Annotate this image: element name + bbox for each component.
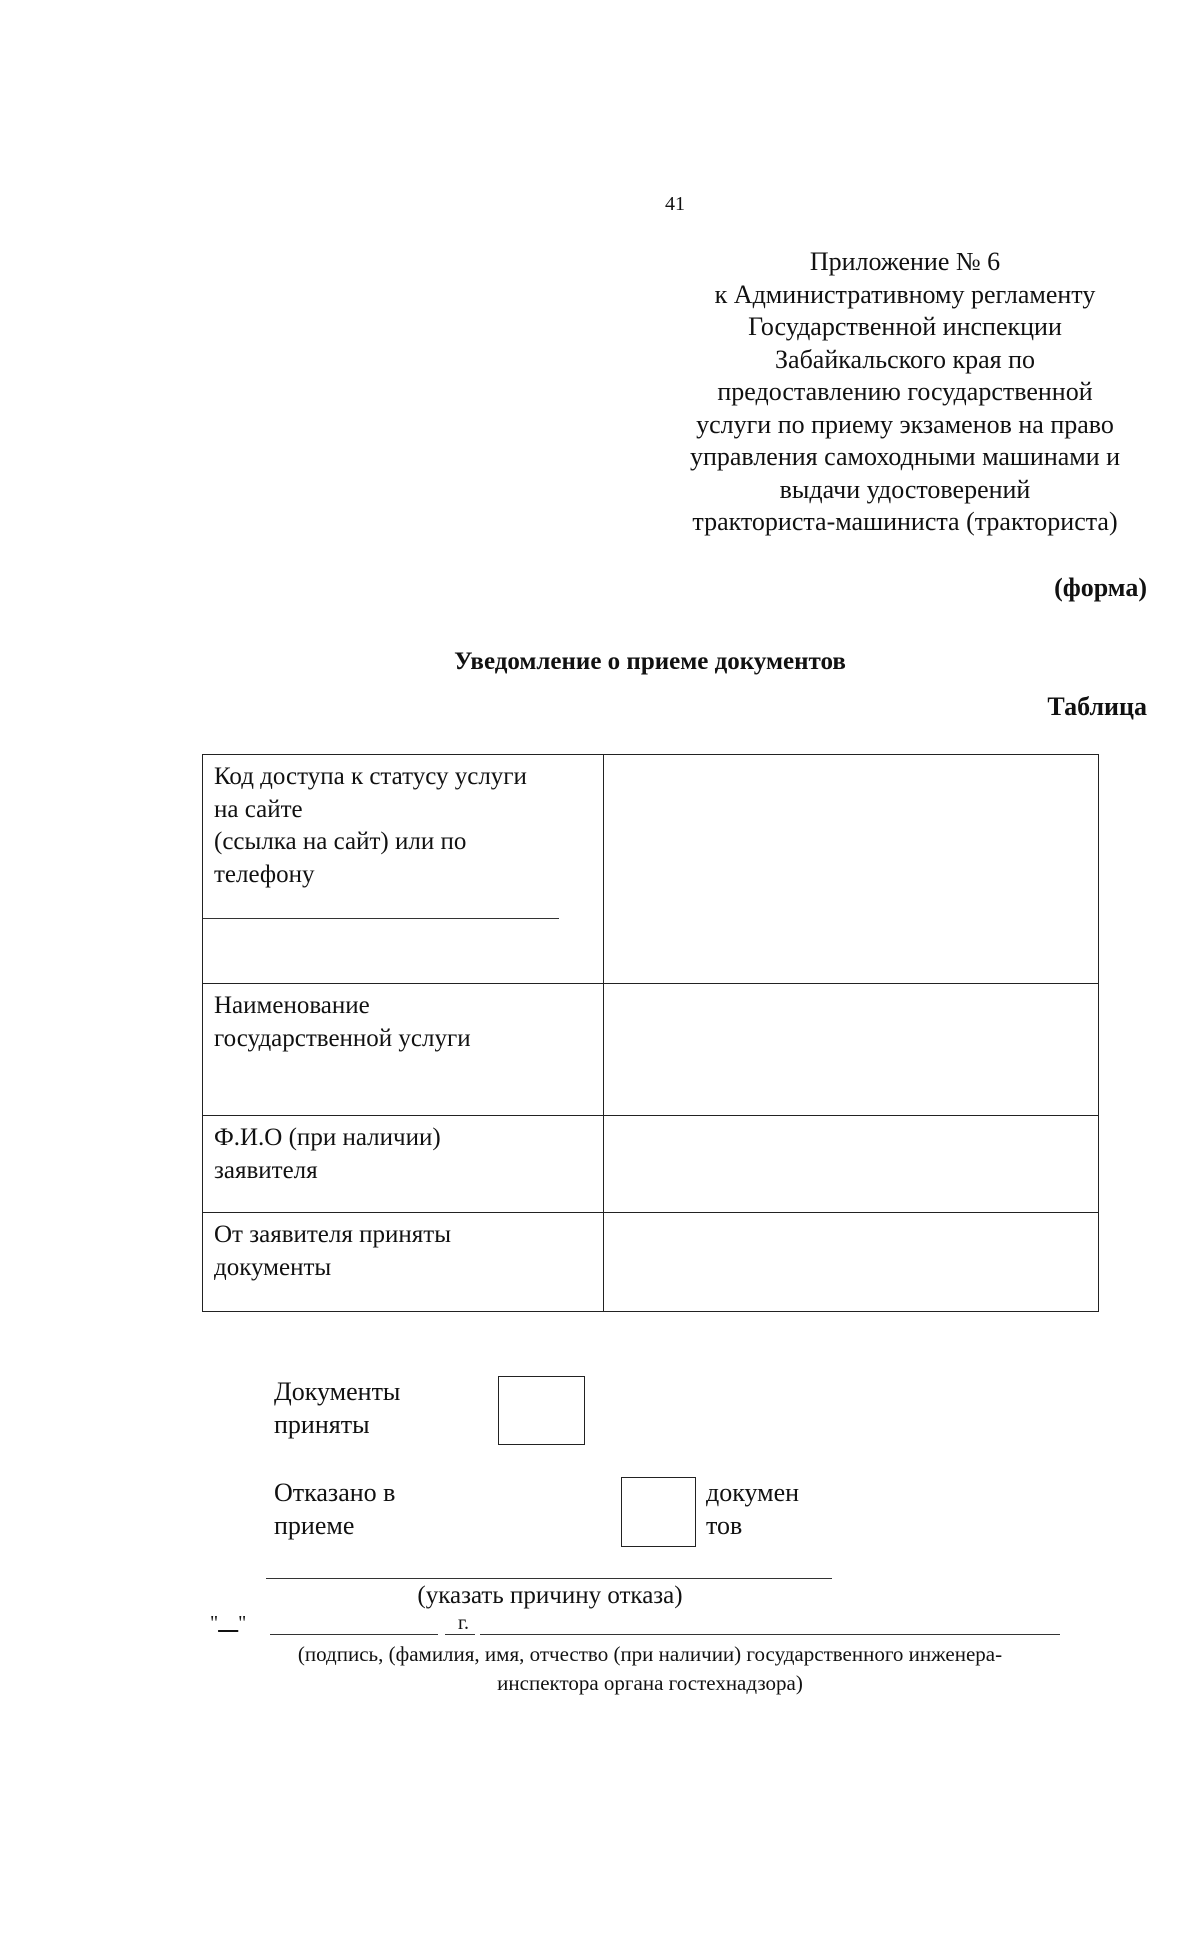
appendix-line: тракториста-машиниста (тракториста) <box>692 507 1118 536</box>
rejection-reason-caption: (указать причину отказа) <box>417 1582 683 1609</box>
documents-accepted-label <box>274 1376 400 1441</box>
date-month-line[interactable] <box>270 1634 438 1635</box>
rejected-suffix-label <box>706 1477 799 1542</box>
table-row-service-name <box>203 983 1098 1116</box>
table-label: Таблица <box>1047 692 1147 721</box>
label-line: документы <box>214 1253 332 1281</box>
table-row-applicant-name <box>203 1115 1098 1213</box>
page-number: 41 <box>665 193 685 215</box>
label-line: телефону <box>214 860 315 888</box>
appendix-line: предоставлению государственной <box>717 377 1093 406</box>
form-label: (форма) <box>1054 573 1147 602</box>
caption-line: инспектора органа гостехнадзора) <box>497 1671 803 1695</box>
label-line: Ф.И.О (при наличии) <box>214 1124 441 1151</box>
date-quote-close: " <box>238 1612 247 1634</box>
label-line: От заявителя приняты <box>214 1221 451 1248</box>
notification-table <box>202 754 1099 1312</box>
date-quote-open: " <box>210 1612 219 1634</box>
label-line: Отказано в <box>274 1478 396 1507</box>
rejected-checkbox[interactable] <box>621 1477 696 1547</box>
signature-caption <box>200 1640 1100 1698</box>
label-line: на сайте <box>214 795 303 823</box>
service-name-label <box>214 990 594 1055</box>
appendix-line: Приложение № 6 <box>809 247 1001 276</box>
label-line: тов <box>706 1510 743 1540</box>
appendix-line: к Административному регламенту <box>714 279 1096 309</box>
label-line: приняты <box>274 1409 370 1439</box>
appendix-header <box>655 246 1155 539</box>
table-row-access-code <box>203 755 1098 983</box>
signature-date-row <box>210 1612 246 1635</box>
label-line: Код доступа к статусу услуги <box>214 763 527 790</box>
label-line: Документы <box>274 1377 401 1406</box>
caption-line: (подпись, (фамилия, имя, отчество (при наличии) государственного инженера- <box>297 1642 1003 1666</box>
label-line: государственной услуги <box>214 1024 471 1052</box>
table-row-received-documents <box>203 1212 1098 1311</box>
applicant-name-label <box>214 1122 594 1187</box>
label-line: (ссылка на сайт) или по <box>214 828 467 855</box>
appendix-line: услуги по приему экзаменов на право <box>696 409 1114 439</box>
signature-line[interactable] <box>480 1634 1060 1635</box>
date-day-blank[interactable]: __ <box>218 1612 239 1634</box>
appendix-line: выдачи удостоверений <box>779 474 1031 504</box>
label-line: приеме <box>274 1510 355 1540</box>
label-line: Наименование <box>214 992 370 1019</box>
year-suffix: г. <box>458 1612 469 1634</box>
appendix-line: Государственной инспекции <box>748 312 1062 341</box>
access-code-label <box>214 761 594 891</box>
rejection-reason-line[interactable] <box>266 1578 832 1579</box>
appendix-line: управления самоходными машинами и <box>689 442 1121 471</box>
rejected-label <box>274 1477 395 1542</box>
label-line: заявителя <box>214 1156 318 1184</box>
received-documents-label <box>214 1219 594 1284</box>
documents-accepted-checkbox[interactable] <box>498 1376 585 1445</box>
appendix-line: Забайкальского края по <box>775 344 1035 374</box>
label-line: докумен <box>706 1478 800 1507</box>
document-title: Уведомление о приеме документов <box>454 648 846 675</box>
access-code-underline <box>203 918 559 919</box>
